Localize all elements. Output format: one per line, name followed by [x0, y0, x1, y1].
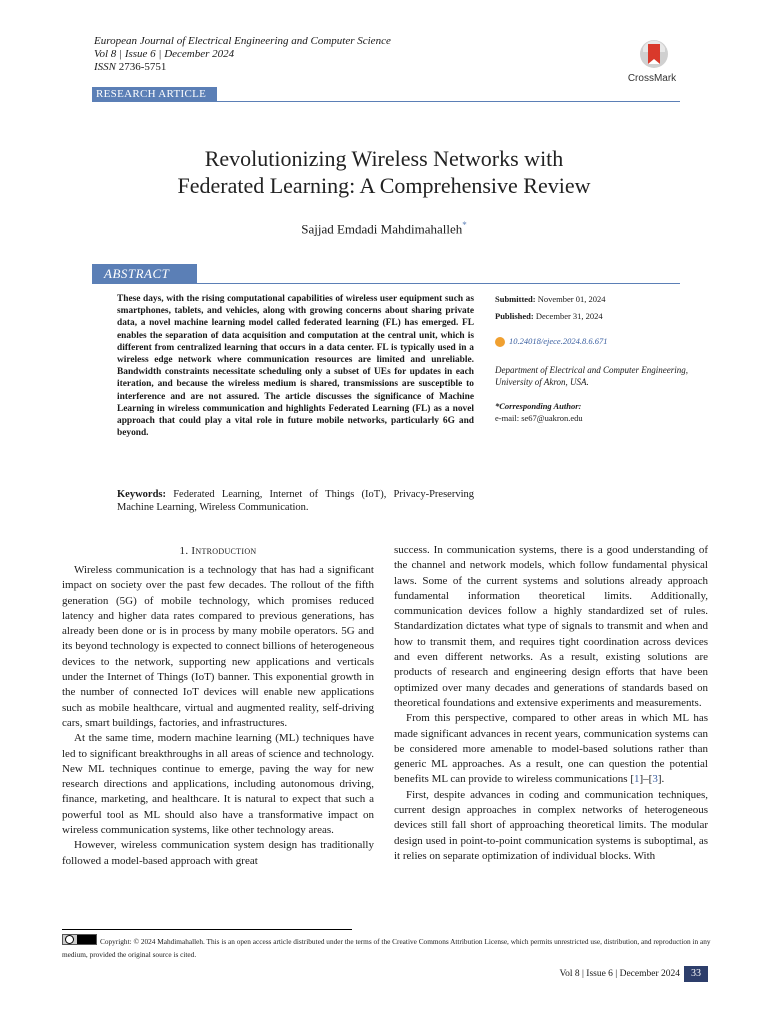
- doi-icon: [495, 337, 505, 347]
- corr-label: Corresponding Author:: [499, 401, 582, 411]
- ref-separator: ]–[: [639, 773, 653, 786]
- corresponding-email[interactable]: e-mail: se67@uakron.edu: [495, 413, 583, 423]
- journal-name: European Journal of Electrical Engineering and Computer Science: [94, 35, 391, 47]
- submitted-label: Submitted:: [495, 294, 536, 304]
- published-line: [495, 311, 603, 322]
- paragraph: success. In communication systems, there is a good understanding of the channel and network models, which follow fundamental physical laws. Some of the current systems and solutions already approach fundamental information theoretical limits. Additionally, communication devices follow a highly standardized set of rules. Standardization dictates what type of signals to transmit and when and how to transmit them, and requires tight coordination across devices and even different networks. As a result, existing solutions are products of research and engineering design efforts that have been optimized over many decades and generations of standards based on theoretical foundations and extensive experiments and measurements.: [394, 544, 708, 709]
- published-label: Published:: [495, 311, 534, 321]
- paragraph: Wireless communication is a technology that has had a significant impact on society over the past few decades. The rollout of the fifth generation (5G) of mobile technology, which promises reduced latency and higher data rates compared to previous generations, has already been done or is in process by many mobile operators. 5G and its beyond technology is expected to connect billions of heterogeneous devices to the network, supporting new applications and verticals under the Internet of Things (IoT) banner. This exponential growth in the number of connected IoT devices will enable new applications such as mobile healthcare, virtual and augmented reality, self-driving cars, smart buildings, factories, and infrastructures.: [62, 564, 374, 729]
- page-number: 33: [684, 966, 708, 982]
- right-column: [394, 543, 708, 864]
- keywords: [117, 488, 474, 514]
- keywords-label: Keywords:: [117, 489, 166, 500]
- paper-title: [84, 145, 684, 199]
- corresponding-author-label: [495, 401, 581, 411]
- copyright-notice: Copyright: © 2024 Mahdimahalleh. This is an open access article distributed under the terms of the Creative Commons Attribution License, which permits unrestricted use, distribution, and reproduction in any medium, provided the original source is cited.: [62, 937, 711, 959]
- footnote-divider: [62, 929, 352, 930]
- paragraph: However, wireless communication system design has traditionally followed a model-based approach with great: [62, 839, 374, 867]
- abstract-divider: [92, 283, 680, 284]
- paragraph-end: ].: [657, 773, 665, 786]
- reference-link-1[interactable]: 1: [634, 773, 640, 786]
- header-divider: [92, 101, 680, 102]
- doi-line[interactable]: [495, 336, 607, 347]
- department: Department of Electrical and Computer Engineering, University of Akron, USA.: [495, 365, 688, 387]
- submitted-date: November 01, 2024: [537, 294, 606, 304]
- author-mark: *: [462, 220, 467, 230]
- reference-link-3[interactable]: 3: [652, 773, 658, 786]
- article-type: RESEARCH ARTICLE: [96, 88, 207, 100]
- author-line: [84, 220, 684, 237]
- left-column: [62, 563, 374, 869]
- author-name: Sajjad Emdadi Mahdimahalleh: [301, 221, 463, 237]
- corr-mark: *: [495, 401, 500, 411]
- paragraph-text: From this perspective, compared to other areas in which ML has made significant advances in recent years, communication systems can be considered more amenable to model-based solutions rather than generic ML approaches. As a result, one can question the potential benefits ML can provide to wireless communications [: [394, 712, 708, 786]
- paragraph: First, despite advances in coding and communication techniques, current design approaches in complex networks of heterogeneous devices still fall short of approaching theoretical limits. The modular design used in point-to-point communication systems is suboptimal, as it relies on separate optimization of individual blocks. With: [394, 788, 708, 862]
- footer-issue: Vol 8 | Issue 6 | December 2024: [559, 969, 680, 979]
- title-line-2: Federated Learning: A Comprehensive Review: [177, 173, 591, 198]
- journal-issn: [94, 60, 166, 74]
- paragraph: [394, 711, 708, 787]
- abstract-text: These days, with the rising computational capabilities of wireless user equipment such as smartphones, tablets, and vehicles, along with growing concerns about sharing private data, a novel machine learning model called federated learning (FL) has emerged. FL enables the separation of data acquisition and computation at the central unit, which is different from centralized learning that occurs in a data center. FL is typically used in a wireless edge network where communication resources are limited and unreliable. Bandwidth constraints necessitate scheduling only a subset of UEs for updates in each iteration, and because the wireless medium is shared, transmissions are susceptible to interference and are not assured. The article discusses the significance of Machine Learning in wireless communication and highlights Federated Learning (FL) as a novel approach that could play a vital role in future mobile networks, particularly 6G and beyond.: [117, 294, 474, 439]
- abstract-heading: ABSTRACT: [104, 266, 170, 281]
- crossmark-label: CrossMark: [627, 73, 677, 84]
- issn-label: ISSN: [94, 61, 116, 73]
- published-date: December 31, 2024: [535, 311, 603, 321]
- title-line-1: Revolutionizing Wireless Networks with: [204, 146, 564, 171]
- submitted-line: [495, 294, 606, 305]
- keywords-list: Federated Learning, Internet of Things (IoT), Privacy-Preserving Machine Learning, Wireless Communication.: [117, 489, 474, 513]
- issn-value: 2736-5751: [118, 61, 167, 73]
- paragraph: At the same time, modern machine learning (ML) techniques have led to significant breakthroughs in all areas of science and technology. New ML techniques continue to emerge, paving the way for new research directions and applications, including autonomous driving, finance, marketing, and healthcare. It is natural to expect that such a powerful tool as ML should also have a transformative impact on wireless communication systems, like other technology areas.: [62, 732, 374, 837]
- section-heading: 1. Introduction: [179, 545, 257, 557]
- journal-issue: Vol 8 | Issue 6 | December 2024: [94, 48, 235, 60]
- doi-link[interactable]: 10.24018/ejece.2024.8.6.671: [509, 336, 608, 346]
